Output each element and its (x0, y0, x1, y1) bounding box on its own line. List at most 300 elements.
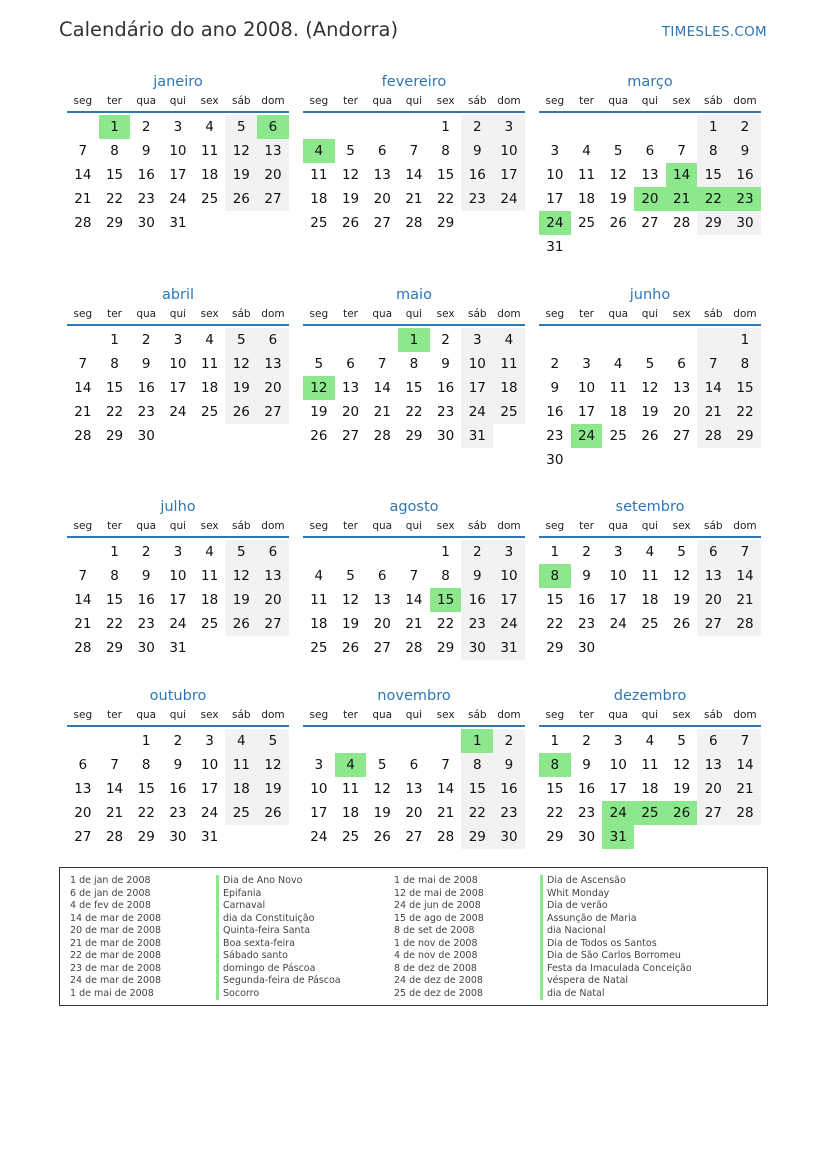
month-name: setembro (615, 499, 685, 515)
weekday-label: qua (608, 709, 629, 721)
day-cell: 30 (437, 428, 455, 444)
day-cell: 2 (729, 115, 761, 139)
day-cell: 25 (641, 616, 659, 632)
day-cell: 9 (461, 139, 493, 163)
month-julho (67, 496, 289, 660)
day-cell: 11 (310, 167, 328, 183)
day-cell: 28 (729, 801, 761, 825)
day-cell: 20 (697, 588, 729, 612)
legend-holiday-name: Carnaval (216, 900, 394, 913)
day-cell: 14 (74, 592, 92, 608)
day-cell: 4 (205, 332, 214, 348)
day-cell: 27 (641, 215, 659, 231)
legend-date: 15 de ago de 2008 (394, 912, 484, 924)
day-cell: 24 (461, 400, 493, 424)
day-cell: 18 (201, 167, 219, 183)
legend-date: 22 de mar de 2008 (70, 950, 162, 961)
day-cell: 6 (78, 757, 88, 773)
empty-cell (571, 328, 603, 352)
month-name: junho (629, 287, 671, 303)
day-cell: 5 (645, 356, 655, 372)
weekday-label: qui (405, 709, 423, 721)
legend-date: 4 de nov de 2008 (394, 950, 478, 961)
day-cell: 3 (613, 733, 623, 749)
day-cell: 13 (641, 167, 659, 183)
day-cell: 29 (546, 640, 564, 656)
day-cell: 17 (493, 588, 525, 612)
day-cell: 22 (105, 616, 124, 632)
day-cell: 14 (74, 167, 92, 183)
day-cell: 9 (550, 380, 560, 396)
weekday-label: dom (261, 308, 285, 320)
day-cell: 17 (169, 592, 187, 608)
day-cell: 13 (673, 380, 691, 396)
weekday-label: ter (107, 709, 122, 721)
day-cell: 5 (346, 568, 355, 584)
day-cell: 19 (225, 588, 257, 612)
day-cell: 14 (373, 380, 391, 396)
day-cell: 13 (405, 781, 423, 797)
day-cell: 20 (405, 805, 423, 821)
day-cell: 27 (697, 612, 729, 636)
day-cell: 26 (310, 428, 328, 444)
day-cell: 4 (613, 356, 623, 372)
weekday-label: ter (343, 709, 358, 721)
legend-date: 23 de mar de 2008 (70, 962, 162, 974)
day-cell: 4 (493, 328, 525, 352)
day-cell: 17 (577, 404, 596, 420)
day-cell: 9 (729, 139, 761, 163)
empty-cell (539, 115, 571, 139)
empty-cell (697, 328, 729, 352)
day-cell: 15 (697, 163, 729, 187)
weekday-label: ter (579, 308, 594, 320)
day-cell: 4 (314, 568, 324, 584)
day-cell: 1 (697, 115, 729, 139)
weekday-label: ter (343, 520, 358, 532)
day-cell: 29 (437, 215, 455, 231)
day-cell: 25 (201, 404, 219, 420)
day-cell: 12 (609, 167, 627, 183)
day-cell: 17 (169, 167, 187, 183)
day-cell: 16 (169, 781, 187, 797)
day-cell: 27 (373, 640, 391, 656)
weekday-label: qui (641, 709, 659, 721)
day-cell: 28 (74, 215, 92, 231)
day-cell: 10 (577, 380, 596, 396)
day-cell: 31 (201, 829, 219, 845)
day-grid (67, 729, 289, 849)
day-cell: 3 (493, 115, 525, 139)
day-cell: 29 (105, 428, 124, 444)
legend-holiday-name: Boa sexta-feira (216, 938, 394, 951)
month-name: abril (161, 287, 195, 303)
day-cell: 7 (110, 757, 119, 773)
day-cell: 7 (677, 143, 686, 159)
day-cell: 25 (609, 428, 627, 444)
weekday-header (67, 306, 289, 326)
legend-holiday-name: Epifania (216, 888, 394, 901)
day-cell: 18 (641, 592, 659, 608)
day-cell: 31 (169, 640, 187, 656)
day-cell: 2 (461, 115, 493, 139)
day-cell: 8 (441, 568, 450, 584)
legend-dates-left (70, 875, 216, 998)
day-grid (67, 540, 289, 660)
site-logo[interactable]: TIMESLES.COM (661, 24, 767, 40)
day-cell: 7 (377, 356, 387, 372)
day-cell: 19 (641, 404, 659, 420)
day-cell: 13 (373, 167, 391, 183)
day-cell: 1 (110, 544, 119, 560)
empty-cell (602, 328, 634, 352)
day-cell: 23 (461, 612, 493, 636)
weekday-label: sex (672, 709, 691, 721)
day-cell: 25 (493, 400, 525, 424)
weekday-label: sex (672, 95, 691, 107)
day-cell: 21 (74, 191, 92, 207)
weekday-label: seg (545, 709, 565, 721)
day-cell: 20 (257, 376, 289, 400)
legend-date: 25 de dez de 2008 (394, 987, 483, 999)
day-cell: 1 (441, 544, 450, 560)
day-cell: 9 (141, 568, 151, 584)
day-cell: 29 (437, 640, 455, 656)
day-cell: 11 (225, 753, 257, 777)
holiday-day-cell: 14 (666, 163, 698, 187)
day-cell: 14 (437, 781, 455, 797)
weekday-label: qua (136, 308, 157, 320)
day-cell: 29 (105, 640, 124, 656)
empty-cell (67, 540, 99, 564)
weekday-label: dom (497, 308, 521, 320)
empty-cell (666, 115, 698, 139)
empty-cell (366, 729, 398, 753)
day-cell: 21 (729, 777, 761, 801)
empty-cell (398, 729, 430, 753)
day-cell: 11 (201, 356, 219, 372)
holiday-day-cell: 15 (430, 588, 462, 612)
day-cell: 18 (577, 191, 596, 207)
legend-holiday-name: Assunção de Maria (540, 913, 718, 926)
day-cell: 10 (169, 356, 187, 372)
day-cell: 18 (609, 404, 627, 420)
day-grid (67, 328, 289, 448)
day-cell: 8 (110, 143, 119, 159)
day-cell: 15 (105, 380, 124, 396)
day-grid (303, 115, 525, 235)
day-cell: 18 (641, 781, 659, 797)
weekday-label: sáb (703, 709, 723, 721)
legend-holiday-name: Whit Monday (540, 888, 718, 901)
day-cell: 16 (461, 588, 493, 612)
day-cell: 30 (729, 211, 761, 235)
day-cell: 16 (137, 380, 155, 396)
day-cell: 9 (493, 753, 525, 777)
month-name: agosto (389, 499, 439, 515)
holiday-day-cell: 22 (697, 187, 729, 211)
holiday-day-cell: 4 (303, 139, 335, 163)
day-cell: 6 (677, 356, 686, 372)
day-cell: 20 (697, 777, 729, 801)
day-grid (539, 540, 761, 660)
day-cell: 31 (169, 215, 187, 231)
day-cell: 10 (493, 564, 525, 588)
month-name: novembro (377, 688, 451, 704)
day-cell: 2 (141, 119, 151, 135)
day-cell: 21 (74, 616, 92, 632)
day-cell: 29 (729, 424, 761, 448)
day-cell: 18 (493, 376, 525, 400)
day-cell: 11 (341, 781, 360, 797)
day-cell: 7 (441, 757, 450, 773)
holiday-day-cell: 26 (666, 801, 698, 825)
day-cell: 19 (310, 404, 328, 420)
empty-cell (366, 328, 398, 352)
weekday-label: dom (497, 95, 521, 107)
day-cell: 10 (546, 167, 564, 183)
day-cell: 29 (461, 825, 493, 849)
day-cell: 3 (205, 733, 214, 749)
month-dezembro (539, 685, 761, 849)
holiday-legend (59, 867, 768, 1006)
weekday-label: dom (261, 520, 285, 532)
legend-date: 1 de mai de 2008 (394, 875, 478, 886)
day-cell: 6 (697, 540, 729, 564)
holiday-day-cell: 8 (539, 564, 571, 588)
day-cell: 10 (461, 352, 493, 376)
day-cell: 3 (461, 328, 493, 352)
day-cell: 18 (201, 592, 219, 608)
weekday-label: sáb (467, 709, 487, 721)
day-cell: 21 (405, 616, 423, 632)
day-cell: 27 (257, 400, 289, 424)
day-grid (303, 328, 525, 448)
day-cell: 2 (550, 356, 560, 372)
empty-cell (634, 115, 666, 139)
day-cell: 9 (582, 568, 591, 584)
day-cell: 11 (493, 352, 525, 376)
day-cell: 8 (141, 757, 151, 773)
day-cell: 31 (493, 636, 525, 660)
legend-holiday-name: Dia de Todos os Santos (540, 938, 718, 951)
month-maio (303, 284, 525, 448)
empty-cell (99, 729, 131, 753)
empty-cell (366, 540, 398, 564)
day-cell: 23 (546, 428, 564, 444)
weekday-label: qua (136, 709, 157, 721)
day-cell: 25 (201, 191, 219, 207)
day-cell: 13 (373, 592, 391, 608)
day-cell: 23 (461, 187, 493, 211)
empty-cell (335, 729, 367, 753)
day-cell: 18 (341, 805, 360, 821)
day-cell: 30 (577, 829, 596, 845)
weekday-label: sáb (703, 520, 723, 532)
empty-cell (666, 328, 698, 352)
day-cell: 14 (105, 781, 124, 797)
legend-date: 1 de nov de 2008 (394, 937, 478, 949)
day-cell: 13 (257, 564, 289, 588)
day-cell: 8 (697, 139, 729, 163)
day-cell: 2 (441, 332, 450, 348)
day-cell: 22 (137, 805, 155, 821)
day-cell: 16 (546, 404, 564, 420)
day-cell: 13 (257, 139, 289, 163)
weekday-label: seg (545, 308, 565, 320)
weekday-label: sáb (703, 308, 723, 320)
day-cell: 16 (461, 163, 493, 187)
day-cell: 30 (137, 215, 155, 231)
day-cell: 14 (74, 380, 92, 396)
day-cell: 12 (373, 781, 391, 797)
day-cell: 15 (105, 592, 124, 608)
day-cell: 30 (137, 640, 155, 656)
day-grid (303, 729, 525, 849)
day-cell: 8 (409, 356, 419, 372)
day-cell: 8 (110, 568, 119, 584)
page-title: Calendário do ano 2008. (Andorra) (59, 18, 399, 41)
day-cell: 6 (645, 143, 655, 159)
day-cell: 14 (729, 564, 761, 588)
legend-date: 20 de mar de 2008 (70, 925, 162, 936)
day-cell: 4 (205, 119, 214, 135)
day-cell: 16 (729, 163, 761, 187)
day-cell: 19 (341, 616, 360, 632)
day-cell: 11 (641, 568, 659, 584)
day-cell: 5 (225, 540, 257, 564)
legend-date: 8 de set de 2008 (394, 925, 475, 936)
weekday-label: qua (608, 520, 629, 532)
day-cell: 15 (405, 380, 423, 396)
day-cell: 15 (729, 376, 761, 400)
day-cell: 29 (405, 428, 423, 444)
day-cell: 28 (105, 829, 124, 845)
holiday-day-cell: 24 (539, 211, 571, 235)
day-cell: 28 (437, 829, 455, 845)
weekday-label: qui (169, 520, 187, 532)
day-cell: 12 (341, 167, 360, 183)
day-grid (67, 115, 289, 235)
day-cell: 20 (673, 404, 691, 420)
day-cell: 25 (201, 616, 219, 632)
day-cell: 9 (582, 757, 591, 773)
day-cell: 11 (310, 592, 328, 608)
day-cell: 15 (137, 781, 155, 797)
legend-date: 24 de jun de 2008 (394, 900, 481, 911)
day-cell: 23 (137, 616, 155, 632)
legend-holiday-name: véspera de Natal (540, 975, 718, 988)
weekday-label: ter (107, 95, 122, 107)
day-cell: 15 (461, 777, 493, 801)
month-junho (539, 284, 761, 472)
empty-cell (303, 328, 335, 352)
day-cell: 29 (105, 215, 124, 231)
holiday-day-cell: 6 (257, 115, 289, 139)
day-cell: 22 (437, 616, 455, 632)
day-cell: 5 (314, 356, 324, 372)
weekday-label: seg (73, 709, 93, 721)
month-name: outubro (149, 688, 207, 704)
empty-cell (303, 540, 335, 564)
weekday-label: dom (261, 95, 285, 107)
empty-cell (366, 115, 398, 139)
day-cell: 15 (105, 167, 124, 183)
day-cell: 22 (729, 400, 761, 424)
day-cell: 2 (493, 729, 525, 753)
legend-date: 6 de jan de 2008 (70, 887, 151, 899)
day-cell: 22 (105, 191, 124, 207)
day-cell: 19 (257, 777, 289, 801)
day-cell: 3 (550, 143, 560, 159)
day-cell: 23 (577, 805, 596, 821)
day-cell: 5 (225, 328, 257, 352)
day-cell: 17 (461, 376, 493, 400)
day-cell: 24 (201, 805, 219, 821)
weekday-label: dom (497, 520, 521, 532)
legend-holiday-name: Dia de Ascensão (540, 875, 718, 888)
weekday-label: dom (733, 520, 757, 532)
weekday-label: qui (169, 308, 187, 320)
day-cell: 11 (201, 143, 219, 159)
day-cell: 5 (257, 729, 289, 753)
day-cell: 1 (441, 119, 450, 135)
empty-cell (303, 115, 335, 139)
day-cell: 19 (673, 592, 691, 608)
day-cell: 18 (310, 616, 328, 632)
weekday-header (303, 93, 525, 113)
day-cell: 2 (141, 332, 151, 348)
day-cell: 1 (550, 544, 560, 560)
day-cell: 12 (225, 139, 257, 163)
weekday-label: ter (343, 308, 358, 320)
weekday-label: dom (733, 709, 757, 721)
day-cell: 1 (729, 328, 761, 352)
weekday-label: qua (372, 308, 393, 320)
day-cell: 30 (461, 636, 493, 660)
day-cell: 19 (609, 191, 627, 207)
day-cell: 26 (609, 215, 627, 231)
legend-date: 8 de dez de 2008 (394, 962, 477, 974)
weekday-header (303, 518, 525, 538)
day-cell: 13 (697, 753, 729, 777)
day-cell: 23 (169, 805, 187, 821)
day-cell: 22 (105, 404, 124, 420)
legend-holiday-name: dia da Constituição (216, 913, 394, 926)
day-cell: 28 (74, 640, 92, 656)
weekday-label: seg (73, 308, 93, 320)
weekday-header (539, 518, 761, 538)
day-cell: 24 (169, 404, 187, 420)
day-cell: 8 (441, 143, 450, 159)
day-cell: 4 (582, 143, 591, 159)
day-cell: 14 (405, 592, 423, 608)
day-cell: 30 (577, 640, 596, 656)
legend-date: 24 de dez de 2008 (394, 975, 483, 986)
weekday-label: qua (372, 520, 393, 532)
weekday-label: qua (608, 308, 629, 320)
empty-cell (335, 328, 367, 352)
holiday-day-cell: 20 (634, 187, 666, 211)
day-cell: 17 (201, 781, 219, 797)
day-cell: 25 (310, 640, 328, 656)
empty-cell (335, 540, 367, 564)
day-cell: 25 (341, 829, 360, 845)
day-cell: 8 (729, 352, 761, 376)
day-cell: 28 (373, 428, 391, 444)
month-março (539, 71, 761, 259)
month-novembro (303, 685, 525, 849)
